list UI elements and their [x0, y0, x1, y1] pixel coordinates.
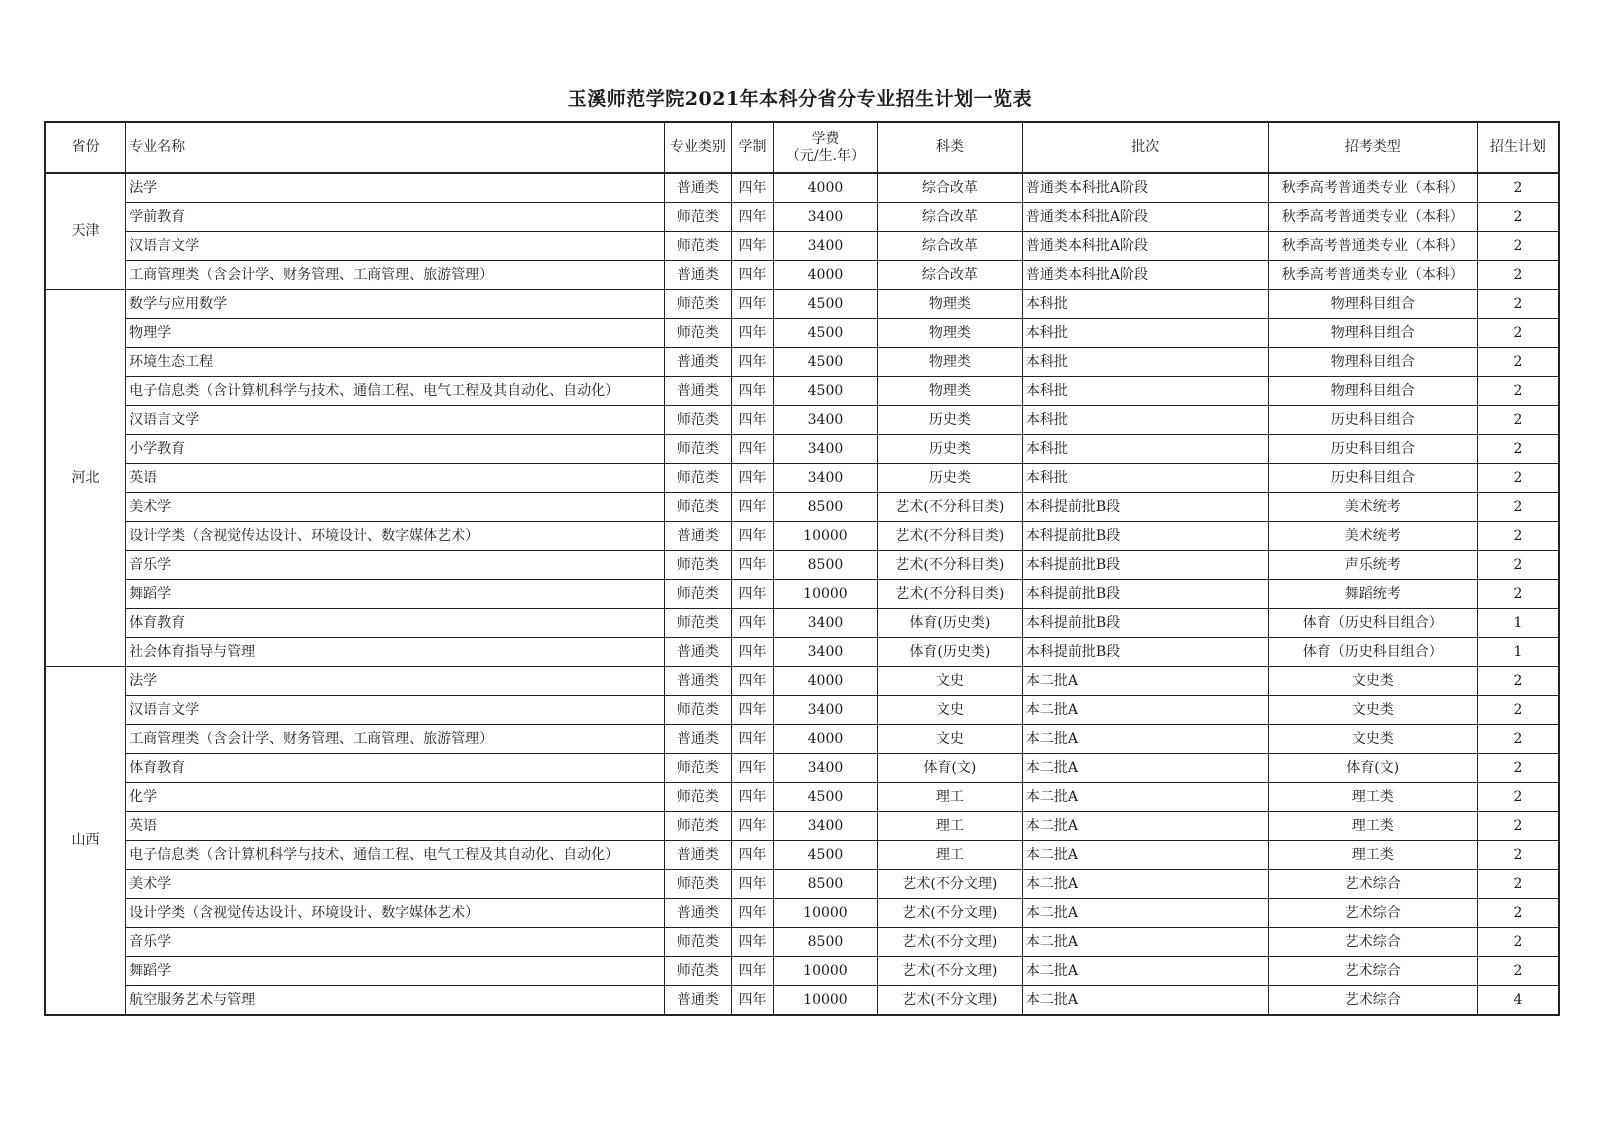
duration-cell: 四年 — [732, 551, 774, 580]
major-type-cell: 师范类 — [664, 870, 731, 899]
province-cell: 山西 — [45, 667, 126, 1016]
major-type-cell: 普通类 — [664, 841, 731, 870]
subject-cell: 艺术(不分科目类) — [877, 551, 1022, 580]
exam-type-cell: 艺术综合 — [1268, 928, 1477, 957]
plan-cell: 2 — [1477, 841, 1559, 870]
table-row — [45, 348, 1559, 377]
plan-cell: 2 — [1477, 928, 1559, 957]
batch-cell: 本二批A — [1022, 812, 1268, 841]
duration-cell: 四年 — [732, 638, 774, 667]
table-row — [45, 319, 1559, 348]
duration-cell: 四年 — [732, 754, 774, 783]
province-cell: 天津 — [45, 173, 126, 290]
fee-cell: 4500 — [773, 290, 877, 319]
subject-cell: 艺术(不分科目类) — [877, 580, 1022, 609]
plan-cell: 2 — [1477, 522, 1559, 551]
fee-cell: 4500 — [773, 841, 877, 870]
table-row — [45, 609, 1559, 638]
major-type-cell: 师范类 — [664, 696, 731, 725]
major-cell: 设计学类（含视觉传达设计、环境设计、数字媒体艺术） — [126, 899, 665, 928]
exam-type-cell: 理工类 — [1268, 783, 1477, 812]
plan-cell: 2 — [1477, 435, 1559, 464]
exam-type-cell: 秋季高考普通类专业（本科） — [1268, 261, 1477, 290]
fee-cell: 8500 — [773, 493, 877, 522]
duration-cell: 四年 — [732, 232, 774, 261]
major-cell: 环境生态工程 — [126, 348, 665, 377]
fee-cell: 3400 — [773, 609, 877, 638]
plan-cell: 2 — [1477, 667, 1559, 696]
fee-cell: 3400 — [773, 638, 877, 667]
subject-cell: 物理类 — [877, 290, 1022, 319]
header-batch: 批次 — [1022, 122, 1268, 173]
table-row — [45, 725, 1559, 754]
table-row — [45, 290, 1559, 319]
batch-cell: 本科批 — [1022, 319, 1268, 348]
major-type-cell: 师范类 — [664, 928, 731, 957]
major-type-cell: 师范类 — [664, 203, 731, 232]
fee-cell: 3400 — [773, 464, 877, 493]
major-cell: 美术学 — [126, 870, 665, 899]
batch-cell: 本科批 — [1022, 377, 1268, 406]
batch-cell: 本二批A — [1022, 928, 1268, 957]
fee-cell: 3400 — [773, 754, 877, 783]
batch-cell: 本二批A — [1022, 783, 1268, 812]
duration-cell: 四年 — [732, 986, 774, 1016]
major-type-cell: 普通类 — [664, 348, 731, 377]
plan-cell: 2 — [1477, 377, 1559, 406]
batch-cell: 本二批A — [1022, 754, 1268, 783]
province-cell: 河北 — [45, 290, 126, 667]
duration-cell: 四年 — [732, 899, 774, 928]
batch-cell: 本二批A — [1022, 899, 1268, 928]
exam-type-cell: 艺术综合 — [1268, 870, 1477, 899]
fee-cell: 4000 — [773, 261, 877, 290]
table-row — [45, 957, 1559, 986]
subject-cell: 体育(历史类) — [877, 638, 1022, 667]
major-type-cell: 师范类 — [664, 609, 731, 638]
plan-cell: 2 — [1477, 464, 1559, 493]
subject-cell: 理工 — [877, 783, 1022, 812]
major-cell: 音乐学 — [126, 928, 665, 957]
fee-cell: 4500 — [773, 377, 877, 406]
major-type-cell: 普通类 — [664, 173, 731, 203]
exam-type-cell: 文史类 — [1268, 667, 1477, 696]
fee-cell: 3400 — [773, 435, 877, 464]
major-type-cell: 普通类 — [664, 899, 731, 928]
table-row — [45, 406, 1559, 435]
major-cell: 学前教育 — [126, 203, 665, 232]
batch-cell: 普通类本科批A阶段 — [1022, 232, 1268, 261]
major-type-cell: 师范类 — [664, 435, 731, 464]
table-row — [45, 899, 1559, 928]
fee-cell: 8500 — [773, 551, 877, 580]
fee-cell: 8500 — [773, 870, 877, 899]
batch-cell: 本科提前批B段 — [1022, 580, 1268, 609]
plan-cell: 2 — [1477, 725, 1559, 754]
table-row — [45, 928, 1559, 957]
subject-cell: 物理类 — [877, 348, 1022, 377]
subject-cell: 体育(文) — [877, 754, 1022, 783]
exam-type-cell: 物理科目组合 — [1268, 348, 1477, 377]
subject-cell: 物理类 — [877, 319, 1022, 348]
fee-cell: 4000 — [773, 173, 877, 203]
header-plan: 招生计划 — [1477, 122, 1559, 173]
major-cell: 法学 — [126, 173, 665, 203]
major-cell: 汉语言文学 — [126, 232, 665, 261]
duration-cell: 四年 — [732, 319, 774, 348]
batch-cell: 本科提前批B段 — [1022, 493, 1268, 522]
batch-cell: 本科提前批B段 — [1022, 638, 1268, 667]
header-duration: 学制 — [732, 122, 774, 173]
duration-cell: 四年 — [732, 493, 774, 522]
subject-cell: 艺术(不分文理) — [877, 957, 1022, 986]
major-cell: 法学 — [126, 667, 665, 696]
plan-cell: 1 — [1477, 609, 1559, 638]
major-type-cell: 师范类 — [664, 551, 731, 580]
fee-cell: 10000 — [773, 522, 877, 551]
major-type-cell: 师范类 — [664, 812, 731, 841]
duration-cell: 四年 — [732, 928, 774, 957]
exam-type-cell: 物理科目组合 — [1268, 290, 1477, 319]
batch-cell: 本二批A — [1022, 957, 1268, 986]
table-body — [45, 173, 1559, 1015]
major-type-cell: 师范类 — [664, 493, 731, 522]
plan-cell: 2 — [1477, 783, 1559, 812]
major-type-cell: 普通类 — [664, 725, 731, 754]
exam-type-cell: 文史类 — [1268, 696, 1477, 725]
header-fee — [773, 122, 877, 173]
table-row — [45, 261, 1559, 290]
duration-cell: 四年 — [732, 957, 774, 986]
major-type-cell: 师范类 — [664, 319, 731, 348]
table-row — [45, 841, 1559, 870]
table-row — [45, 638, 1559, 667]
table-row — [45, 493, 1559, 522]
duration-cell: 四年 — [732, 348, 774, 377]
exam-type-cell: 艺术综合 — [1268, 986, 1477, 1016]
duration-cell: 四年 — [732, 406, 774, 435]
subject-cell: 艺术(不分文理) — [877, 899, 1022, 928]
major-cell: 体育教育 — [126, 609, 665, 638]
fee-cell: 3400 — [773, 232, 877, 261]
header-exam-type: 招考类型 — [1268, 122, 1477, 173]
table-row — [45, 580, 1559, 609]
plan-cell: 2 — [1477, 957, 1559, 986]
exam-type-cell: 体育(文) — [1268, 754, 1477, 783]
subject-cell: 艺术(不分科目类) — [877, 522, 1022, 551]
header-subject: 科类 — [877, 122, 1022, 173]
batch-cell: 本二批A — [1022, 667, 1268, 696]
major-cell: 航空服务艺术与管理 — [126, 986, 665, 1016]
subject-cell: 历史类 — [877, 464, 1022, 493]
duration-cell: 四年 — [732, 841, 774, 870]
table-row — [45, 551, 1559, 580]
duration-cell: 四年 — [732, 173, 774, 203]
duration-cell: 四年 — [732, 609, 774, 638]
table-row — [45, 377, 1559, 406]
major-type-cell: 师范类 — [664, 232, 731, 261]
plan-cell: 1 — [1477, 638, 1559, 667]
major-cell: 美术学 — [126, 493, 665, 522]
exam-type-cell: 舞蹈统考 — [1268, 580, 1477, 609]
duration-cell: 四年 — [732, 435, 774, 464]
plan-cell: 2 — [1477, 696, 1559, 725]
exam-type-cell: 体育（历史科目组合） — [1268, 609, 1477, 638]
major-cell: 工商管理类（含会计学、财务管理、工商管理、旅游管理） — [126, 725, 665, 754]
subject-cell: 理工 — [877, 841, 1022, 870]
batch-cell: 普通类本科批A阶段 — [1022, 261, 1268, 290]
subject-cell: 艺术(不分文理) — [877, 928, 1022, 957]
major-type-cell: 普通类 — [664, 261, 731, 290]
table-row — [45, 203, 1559, 232]
major-type-cell: 师范类 — [664, 406, 731, 435]
table-row — [45, 754, 1559, 783]
fee-cell: 4000 — [773, 667, 877, 696]
plan-cell: 2 — [1477, 290, 1559, 319]
subject-cell: 艺术(不分文理) — [877, 986, 1022, 1016]
subject-cell: 综合改革 — [877, 203, 1022, 232]
batch-cell: 本二批A — [1022, 841, 1268, 870]
major-cell: 社会体育指导与管理 — [126, 638, 665, 667]
subject-cell: 理工 — [877, 812, 1022, 841]
exam-type-cell: 声乐统考 — [1268, 551, 1477, 580]
plan-cell: 2 — [1477, 493, 1559, 522]
major-cell: 设计学类（含视觉传达设计、环境设计、数字媒体艺术） — [126, 522, 665, 551]
plan-cell: 2 — [1477, 261, 1559, 290]
major-type-cell: 师范类 — [664, 754, 731, 783]
plan-cell: 2 — [1477, 870, 1559, 899]
major-cell: 化学 — [126, 783, 665, 812]
fee-cell: 8500 — [773, 928, 877, 957]
batch-cell: 本科批 — [1022, 348, 1268, 377]
duration-cell: 四年 — [732, 696, 774, 725]
subject-cell: 艺术(不分文理) — [877, 870, 1022, 899]
subject-cell: 综合改革 — [877, 261, 1022, 290]
batch-cell: 本科提前批B段 — [1022, 609, 1268, 638]
duration-cell: 四年 — [732, 522, 774, 551]
fee-cell: 10000 — [773, 986, 877, 1016]
header-fee-line2: （元/生.年） — [785, 147, 866, 164]
subject-cell: 文史 — [877, 667, 1022, 696]
table-row — [45, 464, 1559, 493]
plan-cell: 2 — [1477, 580, 1559, 609]
table-row — [45, 522, 1559, 551]
exam-type-cell: 历史科目组合 — [1268, 406, 1477, 435]
batch-cell: 本二批A — [1022, 986, 1268, 1016]
plan-cell: 2 — [1477, 406, 1559, 435]
duration-cell: 四年 — [732, 464, 774, 493]
exam-type-cell: 历史科目组合 — [1268, 435, 1477, 464]
fee-cell: 4500 — [773, 783, 877, 812]
batch-cell: 本科提前批B段 — [1022, 551, 1268, 580]
plan-cell: 2 — [1477, 754, 1559, 783]
major-type-cell: 普通类 — [664, 986, 731, 1016]
fee-cell: 4000 — [773, 725, 877, 754]
batch-cell: 本二批A — [1022, 725, 1268, 754]
fee-cell: 3400 — [773, 406, 877, 435]
duration-cell: 四年 — [732, 290, 774, 319]
major-cell: 电子信息类（含计算机科学与技术、通信工程、电气工程及其自动化、自动化） — [126, 377, 665, 406]
fee-cell: 3400 — [773, 203, 877, 232]
major-cell: 舞蹈学 — [126, 957, 665, 986]
subject-cell: 综合改革 — [877, 173, 1022, 203]
major-cell: 工商管理类（含会计学、财务管理、工商管理、旅游管理） — [126, 261, 665, 290]
major-cell: 物理学 — [126, 319, 665, 348]
duration-cell: 四年 — [732, 377, 774, 406]
enrollment-plan-table — [44, 121, 1560, 1016]
fee-cell: 10000 — [773, 957, 877, 986]
duration-cell: 四年 — [732, 870, 774, 899]
major-cell: 小学教育 — [126, 435, 665, 464]
plan-cell: 2 — [1477, 551, 1559, 580]
exam-type-cell: 物理科目组合 — [1268, 319, 1477, 348]
fee-cell: 3400 — [773, 696, 877, 725]
fee-cell: 10000 — [773, 580, 877, 609]
batch-cell: 本科批 — [1022, 406, 1268, 435]
exam-type-cell: 秋季高考普通类专业（本科） — [1268, 203, 1477, 232]
major-type-cell: 普通类 — [664, 667, 731, 696]
fee-cell: 4500 — [773, 319, 877, 348]
table-row — [45, 435, 1559, 464]
subject-cell: 文史 — [877, 696, 1022, 725]
exam-type-cell: 文史类 — [1268, 725, 1477, 754]
batch-cell: 本二批A — [1022, 696, 1268, 725]
header-major: 专业名称 — [126, 122, 665, 173]
major-type-cell: 普通类 — [664, 377, 731, 406]
major-type-cell: 普通类 — [664, 638, 731, 667]
exam-type-cell: 艺术综合 — [1268, 957, 1477, 986]
table-row — [45, 232, 1559, 261]
plan-cell: 2 — [1477, 232, 1559, 261]
plan-cell: 2 — [1477, 812, 1559, 841]
plan-cell: 4 — [1477, 986, 1559, 1016]
duration-cell: 四年 — [732, 580, 774, 609]
major-type-cell: 师范类 — [664, 957, 731, 986]
exam-type-cell: 秋季高考普通类专业（本科） — [1268, 232, 1477, 261]
table-header-row — [45, 122, 1559, 173]
major-cell: 汉语言文学 — [126, 696, 665, 725]
batch-cell: 本二批A — [1022, 870, 1268, 899]
major-cell: 数学与应用数学 — [126, 290, 665, 319]
duration-cell: 四年 — [732, 812, 774, 841]
subject-cell: 文史 — [877, 725, 1022, 754]
exam-type-cell: 美术统考 — [1268, 493, 1477, 522]
plan-cell: 2 — [1477, 173, 1559, 203]
plan-cell: 2 — [1477, 203, 1559, 232]
table-row — [45, 667, 1559, 696]
major-cell: 体育教育 — [126, 754, 665, 783]
duration-cell: 四年 — [732, 783, 774, 812]
header-major-type: 专业类别 — [664, 122, 731, 173]
major-cell: 英语 — [126, 812, 665, 841]
exam-type-cell: 历史科目组合 — [1268, 464, 1477, 493]
fee-cell: 3400 — [773, 812, 877, 841]
document-title: 玉溪师范学院2021年本科分省分专业招生计划一览表 — [567, 88, 1033, 110]
batch-cell: 本科提前批B段 — [1022, 522, 1268, 551]
subject-cell: 综合改革 — [877, 232, 1022, 261]
exam-type-cell: 理工类 — [1268, 812, 1477, 841]
subject-cell: 物理类 — [877, 377, 1022, 406]
fee-cell: 10000 — [773, 899, 877, 928]
subject-cell: 艺术(不分科目类) — [877, 493, 1022, 522]
duration-cell: 四年 — [732, 261, 774, 290]
major-type-cell: 师范类 — [664, 464, 731, 493]
duration-cell: 四年 — [732, 725, 774, 754]
exam-type-cell: 美术统考 — [1268, 522, 1477, 551]
plan-cell: 2 — [1477, 348, 1559, 377]
major-cell: 汉语言文学 — [126, 406, 665, 435]
subject-cell: 历史类 — [877, 435, 1022, 464]
major-cell: 英语 — [126, 464, 665, 493]
exam-type-cell: 秋季高考普通类专业（本科） — [1268, 173, 1477, 203]
batch-cell: 本科批 — [1022, 464, 1268, 493]
batch-cell: 普通类本科批A阶段 — [1022, 173, 1268, 203]
plan-cell: 2 — [1477, 899, 1559, 928]
subject-cell: 体育(历史类) — [877, 609, 1022, 638]
major-type-cell: 师范类 — [664, 783, 731, 812]
subject-cell: 历史类 — [877, 406, 1022, 435]
major-cell: 音乐学 — [126, 551, 665, 580]
exam-type-cell: 物理科目组合 — [1268, 377, 1477, 406]
table-row — [45, 812, 1559, 841]
table-row — [45, 696, 1559, 725]
batch-cell: 普通类本科批A阶段 — [1022, 203, 1268, 232]
batch-cell: 本科批 — [1022, 435, 1268, 464]
header-fee-line1: 学费 — [811, 130, 840, 147]
major-cell: 电子信息类（含计算机科学与技术、通信工程、电气工程及其自动化、自动化） — [126, 841, 665, 870]
exam-type-cell: 体育（历史科目组合） — [1268, 638, 1477, 667]
header-province: 省份 — [45, 122, 126, 173]
duration-cell: 四年 — [732, 667, 774, 696]
major-type-cell: 师范类 — [664, 290, 731, 319]
table-row — [45, 173, 1559, 203]
table-row — [45, 986, 1559, 1016]
major-type-cell: 师范类 — [664, 580, 731, 609]
batch-cell: 本科批 — [1022, 290, 1268, 319]
major-cell: 舞蹈学 — [126, 580, 665, 609]
fee-cell: 4500 — [773, 348, 877, 377]
exam-type-cell: 艺术综合 — [1268, 899, 1477, 928]
major-type-cell: 普通类 — [664, 522, 731, 551]
duration-cell: 四年 — [732, 203, 774, 232]
table-row — [45, 783, 1559, 812]
table-row — [45, 870, 1559, 899]
exam-type-cell: 理工类 — [1268, 841, 1477, 870]
plan-cell: 2 — [1477, 319, 1559, 348]
